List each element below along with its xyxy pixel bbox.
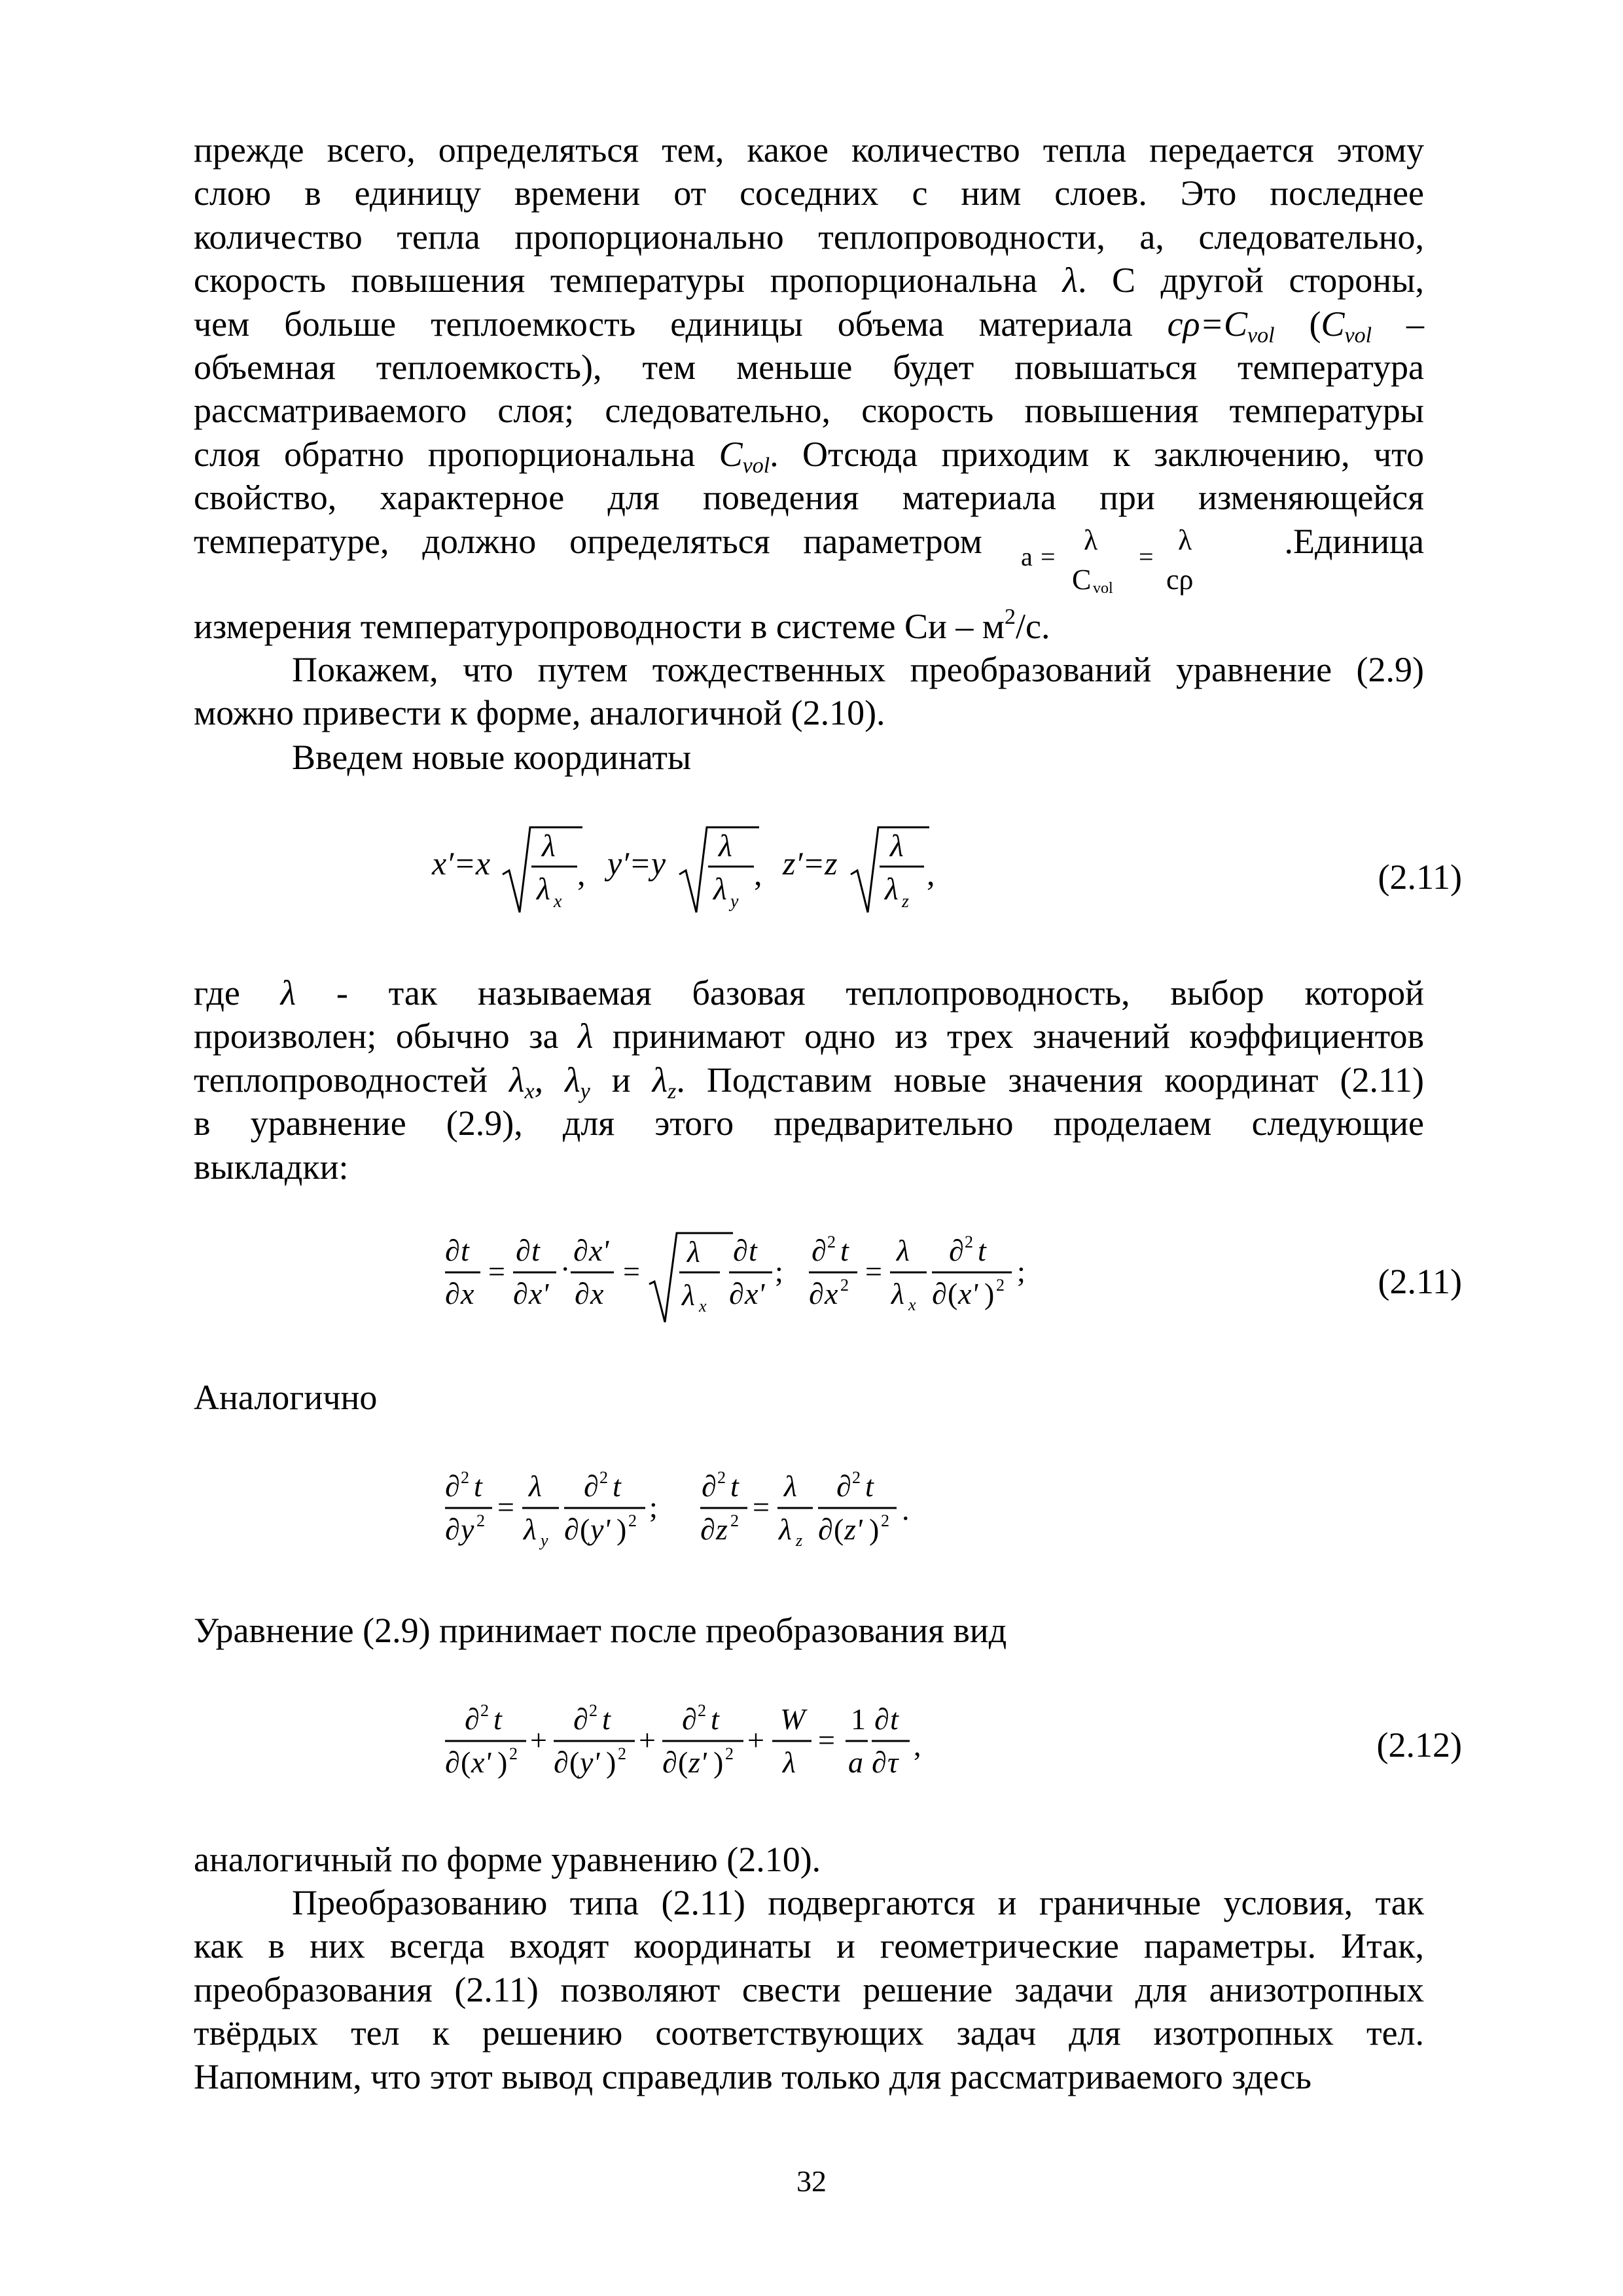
- svg-text:λ: λ: [524, 1513, 537, 1546]
- svg-text:): ): [713, 1746, 724, 1779]
- svg-text:x: x: [699, 1297, 707, 1316]
- svg-text:y: y: [541, 1531, 548, 1550]
- svg-text:t: t: [461, 1234, 469, 1267]
- text-line: объемная теплоемкость), тем меньше будет повышаться температура: [194, 348, 1424, 387]
- svg-text:(: (: [569, 1746, 580, 1779]
- svg-text:λ: λ: [784, 1469, 797, 1503]
- svg-text:λ: λ: [719, 829, 732, 863]
- svg-text:∂: ∂: [700, 1513, 715, 1546]
- svg-text:(: (: [678, 1746, 688, 1779]
- svg-text:∂: ∂: [729, 1277, 744, 1310]
- svg-text:∂: ∂: [445, 1469, 460, 1503]
- svg-text:λ: λ: [890, 829, 904, 863]
- svg-text:a: a: [1021, 542, 1033, 571]
- svg-text:x': x': [745, 1277, 765, 1310]
- text-line: температуре, должно определяться параметром .Единица: [194, 521, 1424, 561]
- svg-text:,: ,: [754, 855, 762, 892]
- svg-text:+: +: [639, 1723, 656, 1757]
- text-line: как в них всегда входят координаты и геометрические параметры. Итак,: [194, 1926, 1424, 1966]
- svg-text:t: t: [978, 1234, 986, 1267]
- svg-text:2: 2: [698, 1701, 706, 1720]
- equation-2-11-derivatives: [445, 1224, 1073, 1335]
- svg-text:vol: vol: [1093, 580, 1113, 597]
- text-line: произволен; обычно за λ принимают одно из трех значений коэффициентов: [194, 1016, 1424, 1056]
- svg-text:x': x': [958, 1277, 978, 1310]
- equation-number: (2.11): [1378, 1262, 1462, 1301]
- svg-text:λ: λ: [897, 1234, 910, 1267]
- svg-text:x′=x: x′=x: [432, 845, 491, 882]
- svg-text:2: 2: [730, 1511, 739, 1530]
- text-line: слоя обратно пропорциональна $C_{vol}$. Отсюда приходим к заключению, что: [194, 434, 1424, 478]
- page-number: 32: [796, 2164, 827, 2198]
- svg-text:2: 2: [476, 1511, 485, 1530]
- equation-2-12: [445, 1693, 942, 1804]
- svg-text:λ: λ: [1178, 524, 1192, 556]
- text-line: Преобразованию типа (2.11) подвергаются и граничные условия, так: [292, 1883, 1424, 1922]
- svg-text:x': x': [529, 1277, 549, 1310]
- text-line: количество тепла пропорционально теплопроводности, а, следовательно,: [194, 217, 1424, 257]
- svg-text:2: 2: [827, 1232, 836, 1251]
- svg-text:∂: ∂: [516, 1234, 531, 1267]
- svg-text:=: =: [623, 1255, 640, 1288]
- svg-text:;: ;: [775, 1255, 783, 1288]
- svg-text:t: t: [474, 1469, 482, 1503]
- diffusivity-formula: [1021, 524, 1270, 605]
- text-line: можно привести к форме, аналогичной (2.10).: [194, 693, 885, 733]
- svg-text:∂: ∂: [445, 1234, 460, 1267]
- svg-text:(: (: [461, 1746, 471, 1779]
- text-line: аналогичный по форме уравнению (2.10).: [194, 1840, 821, 1879]
- svg-text:): ): [606, 1746, 616, 1779]
- text-line: твёрдых тел к решению соответствующих задач для изотропных тел.: [194, 2013, 1424, 2053]
- svg-text:∂: ∂: [872, 1746, 887, 1779]
- svg-text:∂: ∂: [575, 1277, 590, 1310]
- text-line: выкладки:: [194, 1147, 349, 1187]
- svg-text:∂: ∂: [682, 1702, 697, 1736]
- svg-text:z': z': [844, 1513, 863, 1546]
- svg-text:y: y: [461, 1513, 474, 1546]
- svg-text:2: 2: [480, 1701, 489, 1720]
- svg-text:,: ,: [577, 855, 586, 892]
- svg-text:λ: λ: [682, 1278, 695, 1312]
- svg-text:∂: ∂: [818, 1513, 833, 1546]
- svg-text:2: 2: [725, 1744, 734, 1763]
- svg-text:∂: ∂: [573, 1702, 588, 1736]
- svg-text:.: .: [902, 1493, 910, 1526]
- svg-text:λ: λ: [529, 1469, 542, 1503]
- svg-text:t: t: [840, 1234, 849, 1267]
- svg-text:2: 2: [461, 1468, 469, 1487]
- svg-text:x: x: [461, 1277, 474, 1310]
- svg-text:z: z: [716, 1513, 728, 1546]
- svg-text:λ: λ: [885, 872, 899, 906]
- svg-text:a: a: [848, 1746, 863, 1779]
- svg-text:∂: ∂: [932, 1277, 947, 1310]
- text-line: свойство, характерное для поведения материала при изменяющейся: [194, 478, 1424, 518]
- equation-2-11-coordinates: [432, 814, 942, 925]
- svg-text:t: t: [531, 1234, 540, 1267]
- svg-text:y': y': [590, 1513, 611, 1546]
- svg-text:2: 2: [965, 1232, 973, 1251]
- svg-text:;: ;: [649, 1490, 658, 1524]
- svg-text:∂: ∂: [812, 1234, 827, 1267]
- paragraph-1: [194, 128, 1424, 563]
- svg-text:1: 1: [851, 1702, 866, 1736]
- svg-text:2: 2: [852, 1468, 861, 1487]
- text-line: в уравнение (2.9), для этого предварительно проделаем следующие: [194, 1103, 1424, 1143]
- svg-text:x: x: [825, 1277, 838, 1310]
- svg-text:∂: ∂: [662, 1746, 677, 1779]
- svg-text:∂: ∂: [554, 1746, 569, 1779]
- text-line: рассматриваемого слоя; следовательно, скорость повышения температуры: [194, 391, 1424, 431]
- svg-text:y′=y: y′=y: [607, 845, 666, 882]
- text-line: Напомним, что этот вывод справедлив только для рассматриваемого здесь: [194, 2056, 1312, 2096]
- svg-text:λ: λ: [687, 1235, 700, 1268]
- svg-text:(: (: [580, 1513, 590, 1546]
- svg-text:z: z: [796, 1531, 803, 1550]
- svg-text:=: =: [488, 1255, 505, 1288]
- svg-text:∂: ∂: [809, 1277, 824, 1310]
- svg-text:): ): [616, 1513, 627, 1546]
- svg-text:C: C: [1072, 564, 1092, 596]
- text-line: прежде всего, определяться тем, какое количество тепла передается этому: [194, 130, 1424, 170]
- svg-text:x: x: [554, 891, 562, 912]
- text-line: где λ - так называемая базовая теплопроводность, выбор которой: [194, 973, 1425, 1013]
- svg-text:t: t: [749, 1234, 757, 1267]
- svg-text:∂: ∂: [836, 1469, 851, 1503]
- svg-text:x': x': [589, 1234, 609, 1267]
- svg-text:λ: λ: [542, 829, 556, 863]
- svg-text:τ: τ: [887, 1746, 899, 1779]
- text-line: Аналогично: [194, 1378, 378, 1417]
- svg-text:t: t: [890, 1702, 899, 1736]
- text-line: скорость повышения температуры пропорциональна λ. С другой стороны,: [194, 260, 1424, 300]
- svg-text:t: t: [493, 1702, 502, 1736]
- paragraph-4: [194, 1881, 1424, 2098]
- text-line: теплопроводностей $\lambda_x$, $\lambda_y$ и $\lambda_z$. Подставим новые значения координат (2.11): [194, 1060, 1425, 1103]
- svg-text:x: x: [590, 1277, 604, 1310]
- svg-text:λ: λ: [779, 1513, 792, 1546]
- equation-number: (2.12): [1376, 1725, 1462, 1765]
- svg-text:): ): [984, 1277, 995, 1310]
- svg-text:∂: ∂: [445, 1746, 460, 1779]
- equation-number: (2.11): [1378, 857, 1462, 897]
- text-line: измерения температуропроводности в системе Си – $м^2/с$.: [194, 605, 1050, 646]
- svg-text:2: 2: [717, 1468, 726, 1487]
- svg-text:2: 2: [589, 1701, 597, 1720]
- text-line: чем больше теплоемкость единицы объема материала $c\rho=C_{vol}$ ($C_{vol}$ –: [194, 304, 1425, 348]
- svg-text:=: =: [1139, 542, 1154, 571]
- svg-text:∂: ∂: [874, 1702, 889, 1736]
- paragraph-3: [194, 971, 1424, 1189]
- svg-text:): ): [869, 1513, 880, 1546]
- svg-text:∂: ∂: [445, 1513, 460, 1546]
- text-line: Покажем, что путем тождественных преобразований уравнение (2.9): [292, 650, 1424, 689]
- svg-text:y': y': [580, 1746, 600, 1779]
- svg-text:=: =: [865, 1255, 882, 1288]
- svg-text:∂: ∂: [513, 1277, 528, 1310]
- svg-text:2: 2: [599, 1468, 608, 1487]
- svg-text:=: =: [497, 1490, 514, 1524]
- svg-text:+: +: [530, 1723, 547, 1757]
- svg-text:(: (: [948, 1277, 958, 1310]
- text-line: преобразования (2.11) позволяют свести решение задачи для анизотропных: [194, 1969, 1424, 2009]
- text-line: Уравнение (2.9) принимает после преобразования вид: [194, 1611, 1007, 1650]
- svg-text:z: z: [902, 891, 909, 912]
- svg-text:∂: ∂: [465, 1702, 480, 1736]
- svg-text:∂: ∂: [445, 1277, 460, 1310]
- svg-text:2: 2: [840, 1276, 849, 1295]
- svg-text:=: =: [1041, 542, 1056, 571]
- svg-text:+: +: [747, 1723, 764, 1757]
- svg-text:,: ,: [914, 1729, 921, 1762]
- svg-text:=: =: [818, 1723, 835, 1757]
- svg-text:(: (: [834, 1513, 844, 1546]
- svg-text:t: t: [711, 1702, 719, 1736]
- svg-text:x: x: [908, 1295, 916, 1314]
- svg-text:y: y: [730, 891, 739, 912]
- svg-text:2: 2: [996, 1276, 1005, 1295]
- svg-text:cρ: cρ: [1166, 564, 1194, 596]
- svg-text:2: 2: [618, 1744, 626, 1763]
- svg-text:λ: λ: [537, 872, 550, 906]
- svg-text:∂: ∂: [702, 1469, 717, 1503]
- svg-text:=: =: [753, 1490, 770, 1524]
- svg-text:;: ;: [1017, 1255, 1026, 1288]
- equation-analog-yz: [445, 1460, 942, 1571]
- svg-text:2: 2: [881, 1511, 889, 1530]
- svg-text:t: t: [602, 1702, 611, 1736]
- svg-text:∂: ∂: [573, 1234, 588, 1267]
- svg-text:∂: ∂: [564, 1513, 579, 1546]
- svg-text:∂: ∂: [949, 1234, 964, 1267]
- svg-text:λ: λ: [713, 872, 727, 906]
- svg-text:·: ·: [560, 1252, 571, 1285]
- svg-text:t: t: [730, 1469, 739, 1503]
- text-line: Введем новые координаты: [292, 738, 692, 777]
- svg-text:λ: λ: [783, 1746, 796, 1779]
- svg-text:): ): [497, 1746, 508, 1779]
- svg-text:2: 2: [509, 1744, 518, 1763]
- svg-text:x': x': [471, 1746, 491, 1779]
- svg-text:∂: ∂: [584, 1469, 599, 1503]
- svg-text:∂: ∂: [733, 1234, 748, 1267]
- svg-text:W: W: [780, 1702, 806, 1736]
- paragraph-2: [194, 648, 1424, 735]
- svg-text:z′=z: z′=z: [783, 845, 838, 882]
- svg-text:2: 2: [628, 1511, 637, 1530]
- svg-text:λ: λ: [891, 1277, 904, 1310]
- svg-text:z': z': [688, 1746, 707, 1779]
- svg-text:t: t: [613, 1469, 621, 1503]
- svg-text:,: ,: [927, 855, 935, 892]
- svg-text:λ: λ: [1084, 524, 1098, 556]
- text-line: слою в единицу времени от соседних с ним слоев. Это последнее: [194, 173, 1424, 213]
- svg-text:t: t: [865, 1469, 874, 1503]
